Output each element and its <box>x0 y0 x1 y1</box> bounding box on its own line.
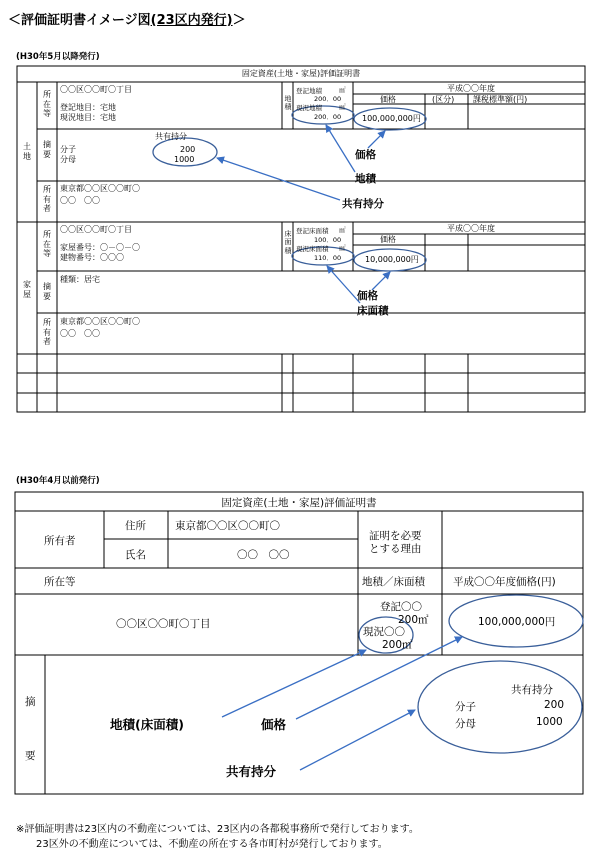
land-price-arrow <box>368 131 385 148</box>
house-owner-address: 東京都〇〇区〇〇町〇 <box>60 317 140 326</box>
land-share-title: 共有持分 <box>155 132 187 141</box>
old-numerator-label: 分子 <box>455 701 476 713</box>
house-owner-name: 〇〇 〇〇 <box>60 329 100 338</box>
old-cur-value: 200㎡ <box>382 639 413 651</box>
old-reason-label-2: とする理由 <box>369 543 422 555</box>
old-address-value: 東京都〇〇区〇〇町〇 <box>175 520 280 532</box>
house-floor-reg-label: 登記床面積 <box>296 227 329 235</box>
land-owner-name: 〇〇 〇〇 <box>60 196 100 205</box>
house-floor-cur-label: 現況床面積 <box>296 245 329 253</box>
house-owner-label: 所 有 者 <box>43 318 51 347</box>
new-form-header: 固定資産(土地・家屋)評価証明書 <box>241 69 361 78</box>
land-area-unit: ㎡ <box>339 86 346 94</box>
land-tax-base-header: 課税標準額(円) <box>473 95 528 104</box>
house-building-number: 建物番号：〇〇〇 <box>60 253 124 262</box>
land-year-label: 平成〇〇年度 <box>447 84 495 93</box>
land-numerator-value: 200 <box>180 145 196 154</box>
house-location-label: 所 在 等 <box>43 230 51 259</box>
old-price-annotation: 価格 <box>261 717 287 732</box>
floor-area-arrow <box>327 266 360 303</box>
page-title: ＜評価証明書イメージ図(23区内発行)＞ <box>8 13 246 28</box>
old-cur-label: 現況〇〇 <box>363 626 405 638</box>
old-area-header: 地積／床面積 <box>362 576 425 588</box>
old-denominator-label: 分母 <box>455 718 476 730</box>
land-owner-address: 東京都〇〇区〇〇町〇 <box>60 184 140 193</box>
land-area-cur-value: 200．00 <box>314 113 342 121</box>
old-name-label: 氏名 <box>125 549 146 561</box>
old-area-arrow <box>222 650 366 717</box>
old-reg-label: 登記〇〇 <box>380 601 422 613</box>
old-summary-label-2: 要 <box>25 750 36 762</box>
land-price-value: 100,000,000円 <box>362 114 421 123</box>
land-area-annotation: 地積 <box>355 173 376 185</box>
land-owner-label: 所 有 者 <box>43 185 51 214</box>
new-form-caption: (H30年5月以降発行) <box>16 52 100 62</box>
old-location-label: 所在等 <box>44 576 76 588</box>
house-price-value: 10,000,000円 <box>365 255 419 264</box>
house-floor-side-label: 床 面 積 <box>284 230 292 255</box>
land-denominator-value: 1000 <box>174 155 195 164</box>
land-area-cur-label: 現況地積 <box>296 104 322 112</box>
land-current-use: 現況地目：宅地 <box>60 113 116 122</box>
old-area-annotation: 地積(床面積) <box>110 717 184 732</box>
old-form-border <box>15 492 583 794</box>
house-price-annotation: 価格 <box>357 290 378 302</box>
house-floor-reg-value: 100．00 <box>314 236 342 244</box>
footer-note-2: 23区外の不動産については、不動産の所在する各市町村が発行しております。 <box>36 839 388 850</box>
land-address: 〇〇区〇〇町〇丁目 <box>60 85 132 94</box>
old-location-value: 〇〇区〇〇町〇丁目 <box>116 618 211 630</box>
land-location-label: 所 在 等 <box>43 90 51 119</box>
old-address-label: 住所 <box>125 520 146 532</box>
land-share-annotation: 共有持分 <box>342 198 384 210</box>
land-registered-use: 登記地目：宅地 <box>60 103 116 112</box>
house-address: 〇〇区〇〇町〇丁目 <box>60 225 132 234</box>
land-area-arrow <box>326 125 355 172</box>
old-form-caption: (H30年4月以前発行) <box>16 476 100 486</box>
land-area-reg-label: 登記地積 <box>296 87 322 95</box>
old-share-title: 共有持分 <box>511 684 553 696</box>
house-year-label: 平成〇〇年度 <box>447 224 495 233</box>
house-price-header: 価格 <box>380 235 396 244</box>
floor-area-annotation: 床面積 <box>357 305 389 317</box>
land-area-side-label: 地 積 <box>284 95 292 112</box>
old-share-annotation: 共有持分 <box>226 764 277 779</box>
old-share-arrow <box>300 710 415 770</box>
land-class-header: (区分) <box>432 95 455 104</box>
land-section-label: 土 地 <box>23 142 31 161</box>
land-numerator-label: 分子 <box>60 145 76 154</box>
house-area-unit-2: ㎡ <box>339 244 346 252</box>
land-denominator-label: 分母 <box>60 155 76 164</box>
old-owner-label: 所有者 <box>44 535 76 547</box>
house-kind: 種類：居宅 <box>60 275 100 284</box>
land-share-arrow <box>217 158 340 200</box>
old-reg-value: 200㎡ <box>398 614 429 626</box>
land-summary-label: 摘 要 <box>43 140 51 159</box>
house-summary-label: 摘 要 <box>43 282 51 301</box>
old-numerator-value: 200 <box>544 699 565 711</box>
old-summary-label-1: 摘 <box>25 696 36 708</box>
land-area-unit-2: ㎡ <box>339 103 346 111</box>
house-number: 家屋番号：〇－〇－〇 <box>60 243 140 252</box>
house-floor-cur-value: 110．00 <box>314 254 342 262</box>
old-price-header: 平成〇〇年度価格(円) <box>453 576 556 588</box>
old-name-value: 〇〇 〇〇 <box>237 549 290 561</box>
house-section-label: 家 屋 <box>23 280 31 299</box>
old-denominator-value: 1000 <box>536 716 563 728</box>
land-price-header: 価格 <box>380 95 396 104</box>
old-form-header: 固定資産(土地・家屋)評価証明書 <box>221 497 377 509</box>
land-area-reg-value: 200．00 <box>314 95 342 103</box>
house-area-unit: ㎡ <box>339 226 346 234</box>
land-price-annotation: 価格 <box>355 149 376 161</box>
old-reason-label-1: 証明を必要 <box>369 530 422 542</box>
footer-note-1: ※評価証明書は23区内の不動産については、23区内の各都税事務所で発行しております。 <box>16 824 419 835</box>
old-price-value: 100,000,000円 <box>478 616 556 628</box>
